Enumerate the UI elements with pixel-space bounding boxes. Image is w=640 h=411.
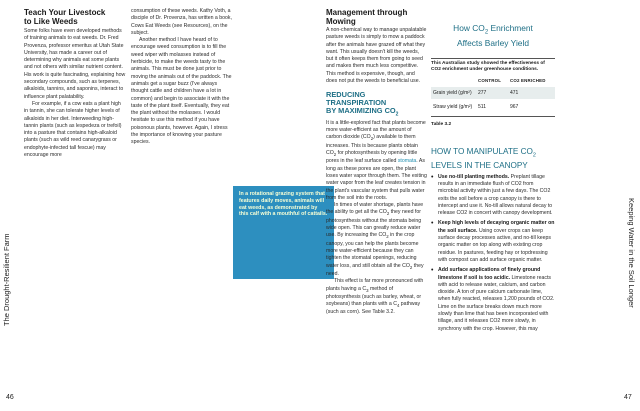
column-1 — [24, 8, 126, 159]
running-head-right: Keeping Water in the Soil Longer — [627, 198, 636, 308]
section-heading-manipulate — [431, 147, 555, 171]
subscript: 2 — [386, 211, 390, 217]
paragraph: For example, if a cow eats a plant high in tannin, she can tolerate higher levels of alkaloids in her diet. Interweeding high-tannin plants (such as lespedeza or trefoil) into a pasture that contains high-alkaloid plants (such as wild reed canarygrass or endophyte-infected tall fescue) may encourage more — [24, 100, 122, 159]
title-text: How CO — [453, 23, 485, 33]
section-heading-livestock — [24, 8, 126, 26]
photo-callout-box — [233, 186, 334, 279]
table-title — [431, 23, 555, 48]
bullet-text: Using cover crops can keep surface decay processes active, and no-till keeps organic matter on top along with existing crop residue. In pastures, feeding hay or topdressing with compost can add surface organic matter. — [438, 227, 552, 263]
table-rule — [431, 116, 555, 117]
table-note: This Australian study showed the effectiveness of CO2 enrichment under greenhouse conditions. — [431, 61, 545, 72]
list-item — [431, 220, 555, 264]
text-run: . As long as these pores are open, the plant loses water vapor through them. The exiting water vapor from the leaf creates tension in the plant's vascular system that pulls water from the soil into the roots. — [326, 158, 427, 201]
table-caption: Table 3.2 — [431, 122, 452, 127]
list-item — [431, 267, 555, 333]
page-number-left: 46 — [6, 394, 14, 401]
cell-control: 511 — [478, 104, 486, 110]
column-header: CO2 ENRICHED — [510, 78, 546, 83]
bullet-text: Preplant tillage results in an immediate flush of CO2 from microbial activity within just a few days. The CO2 exits the soil before a crop canopy is there to intercept and use it. No-till allows natural decay to release CO2 in concert with canopy development. — [438, 173, 553, 217]
cell-enriched: 471 — [510, 90, 519, 96]
bullet-icon: • — [431, 267, 434, 275]
paragraph — [326, 202, 427, 278]
text-run: they need for photosynthesis without the stomata being wide open. This can greatly reduce water use. By increasing the CO — [326, 209, 422, 239]
text-run: In times of water shortage, plants have the ability to get all the CO — [326, 202, 424, 216]
paragraph: Another method I have heard of to encourage weed consumption is to fill the weed wiper with molasses instead of herbicide, to make the weeds tasty to the animals. This must be done just prior to moving the animals out of the paddock. The animals get a sugar buzz (I've always thought cattle and children have a lot in common) and begin to associate it with the taste of the plant itself. Eventually, they eat the plant without the molasses. I would hesitate to use this method if you have poisonous plants, however. Again, I stress the importance of knowing your pasture species. — [131, 37, 232, 146]
subscript: 2 — [532, 152, 536, 159]
bullet-lead: Keep high levels of decaying organic matter on the soil surface. — [438, 220, 555, 234]
subscript: 3 — [366, 287, 369, 293]
heading-line-2: to Like Weeds — [24, 17, 78, 26]
heading-line-1: REDUCING TRANSPIRATION — [326, 90, 387, 108]
subscript: 2 — [484, 29, 489, 36]
title-line-2: Affects Barley Yield — [456, 37, 529, 48]
text-run: in the crop canopy, you can help the plants become more water-efficient because they can tighten the stomatal openings, reducing water loss, and still obtain all the CO — [326, 232, 419, 269]
section-heading-transpiration — [326, 91, 427, 118]
table-row — [431, 101, 555, 113]
glossary-term[interactable]: stomata — [397, 158, 417, 165]
table-row — [431, 87, 555, 99]
bullet-icon: • — [431, 220, 434, 228]
running-head-left: The Drought-Resilient Farm — [2, 233, 11, 326]
cell-enriched: 967 — [510, 104, 519, 110]
paragraph — [326, 120, 427, 202]
paragraph: Some folks have even developed methods of training animals to eat weeds. Dr. Fred Provenza, professor emeritus at Utah State University, has made a career out of determining why animals eat some plants and not others with similar nutrient content. His work is quite fascinating, explaining how secondary compounds, such as terpenes, alkaloids, tannins, and saponins, interact to influence plant palatability. — [24, 28, 126, 100]
text-run: It is a little-explored fact that plants become more water-efficient as the amount of carbon dioxide (CO — [326, 119, 426, 141]
subscript: 2 — [370, 136, 374, 142]
yield-table — [431, 76, 555, 116]
bullet-icon: • — [431, 173, 434, 181]
text-run: This effect is far more pronounced with plants having a C — [326, 278, 424, 292]
row-label: Grain yield (g/m²) — [433, 90, 472, 96]
column-3 — [326, 8, 427, 317]
bullet-lead: Use no-till planting methods. — [438, 173, 510, 180]
page-number-right: 47 — [624, 394, 632, 401]
subscript: 2 — [386, 234, 389, 240]
subscript: 2 — [409, 264, 413, 270]
list-item — [431, 174, 555, 218]
bullet-lead: Add surface applications of finely ground limestone if soil is too acidic. — [438, 267, 541, 281]
subscript: 4 — [396, 303, 400, 309]
text-run: for photosynthesis by opening little pores in the leaf surface called — [326, 150, 418, 165]
row-label: Straw yield (g/m²) — [433, 104, 473, 110]
table-rule — [431, 58, 555, 59]
column-4 — [431, 147, 555, 333]
subscript: 2 — [333, 152, 337, 158]
paragraph — [326, 278, 427, 317]
cell-control: 277 — [478, 90, 487, 96]
title-text: Enrichment — [488, 23, 533, 33]
paragraph: consumption of these weeds. Kathy Voth, a disciple of Dr. Provenza, has written a book, Cows Eat Weeds (see Resources), on the subject. — [131, 8, 232, 36]
subscript: 2 — [395, 111, 399, 118]
heading-line-2: LEVELS IN THE CANOPY — [431, 161, 528, 171]
column-2 — [131, 8, 234, 147]
text-run: pathway (such as corn). See Table 3.2. — [326, 301, 421, 316]
heading-line-1: Teach Your Livestock — [24, 8, 106, 17]
heading-line-1: HOW TO MANIPULATE CO — [431, 147, 533, 156]
bullet-text: Limestone reacts with acid to release water, calcium, and carbon dioxide. A ton of pure calcium carbonate lime, when fully reacted, releases 1,200 pounds of CO2. Lime on the surface breaks down much more slowly than lime that has been incorporated with tillage, and it releases CO2 more slowly, in synchrony with the crop. However, this may — [438, 274, 555, 332]
section-heading-mowing: Management through Mowing — [326, 8, 408, 26]
text-run: they need. — [326, 262, 424, 277]
text-run: method of photosynthesis (such as barley, wheat, or soybeans) than plants with a C — [326, 285, 422, 308]
text-run: ) available to them increases. This is because plants obtain CO — [326, 134, 418, 157]
column-header: CONTROL — [478, 78, 502, 83]
heading-line-2: BY MAXIMIZING CO — [326, 106, 396, 116]
paragraph: A non-chemical way to manage unpalatable pasture weeds is simply to mow a paddock after the animals have grazed off what they want. This usually doesn't kill the weeds, but it often keeps them from going to seed and makes them much less competitive. This method is expensive, though, and does not put the weeds to beneficial use. — [326, 27, 427, 85]
callout-text: In a rotational grazing system that features daily moves, animals will eat weeds, as demonstrated by this calf with a mouthful of cattails. — [239, 191, 328, 218]
